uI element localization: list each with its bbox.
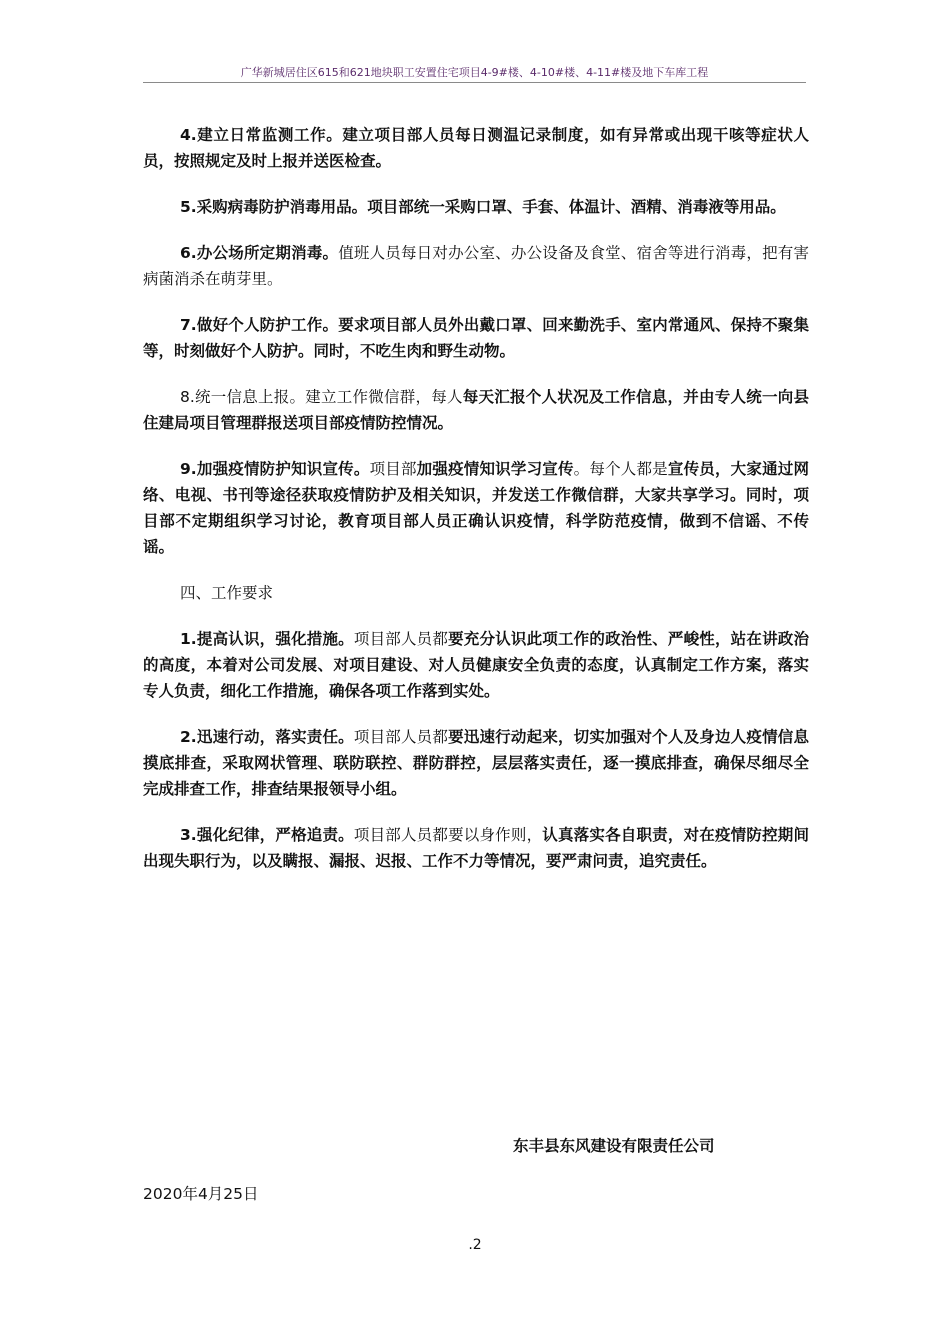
measure-text: 每天汇报个人状况及工作信息，并由专人统一向县住建局项目管理群报送项目部疫情防控情况。	[143, 388, 809, 432]
measure-text-plain: 。每个人都是	[573, 460, 668, 478]
measure-item-5	[143, 194, 809, 220]
measure-item-4	[143, 122, 809, 174]
measure-text-bold: 宣传员，大家通过网络、电视、书刊等途径获取疫情防护及相关知识，并发送工作微信群，大家共享学习。同时，项目部不定期组织学习讨论，教育项目部人员正确认识疫情，科学防范疫情，做到不信谣、不传谣。	[143, 460, 809, 556]
measure-heading: 6.办公场所定期消毒。	[180, 244, 339, 262]
measure-text-bold: 加强疫情知识学习宣传	[416, 460, 574, 478]
requirement-text-plain: 项目部人员都	[353, 630, 449, 648]
measure-text: 值班人员每日对办公室、办公设备及食堂、宿舍等进行消毒，把有害病菌消杀在萌芽里。	[143, 244, 809, 288]
requirement-text-plain: 项目部人员都要以身作则，	[353, 826, 543, 844]
measure-item-6	[143, 240, 809, 292]
requirement-text: 要迅速行动起来，切实加强对个人及身边人疫情信息摸底排查，采取网状管理、联防联控、群防群控，层层落实责任，逐一摸底排查，确保尽细尽全完成排查工作，排查结果报领导小组。	[143, 728, 809, 798]
measure-heading: 8.统一信息上报。	[180, 388, 306, 406]
company-signature: 东丰县东风建设有限责任公司	[513, 1137, 715, 1155]
page-header: 广华新城居住区615和621地块职工安置住宅项目4-9#楼、4-10#楼、4-11#楼及地下车库工程	[240, 66, 709, 79]
measure-item-7	[143, 312, 809, 364]
header-divider	[143, 82, 806, 83]
measure-text-plain: 项目部	[369, 460, 417, 478]
requirement-heading: 3.强化纪律，严格追责。	[180, 826, 354, 844]
measure-heading: 9.加强疫情防护知识宣传。	[180, 460, 370, 478]
requirement-text: 认真落实各自职责，对在疫情防控期间出现失职行为，以及瞒报、漏报、迟报、工作不力等情况，要严肃问责，追究责任。	[143, 826, 809, 870]
document-body	[143, 122, 809, 894]
measure-heading: 4.建立日常监测工作。	[180, 126, 343, 144]
requirement-item-2	[143, 724, 809, 802]
measure-heading: 5.采购病毒防护消毒用品。	[180, 198, 368, 216]
measure-heading: 7.做好个人防护工作。	[180, 316, 339, 334]
requirement-item-1	[143, 626, 809, 704]
requirement-text-plain: 项目部人员都	[353, 728, 449, 746]
measure-item-8	[143, 384, 809, 436]
requirement-heading: 1.提高认识，强化措施。	[180, 630, 354, 648]
document-date: 2020年4月25日	[143, 1185, 259, 1203]
requirement-item-3	[143, 822, 809, 874]
section-title: 四、工作要求	[180, 584, 274, 602]
requirement-heading: 2.迅速行动，落实责任。	[180, 728, 354, 746]
measure-text: 项目部统一采购口罩、手套、体温计、酒精、消毒液等用品。	[367, 198, 786, 216]
measure-text-plain: 建立工作微信群，每人	[305, 388, 463, 406]
requirement-text: 要充分认识此项工作的政治性、严峻性，站在讲政治的高度，本着对公司发展、对项目建设、对人员健康安全负责的态度，认真制定工作方案，落实专人负责，细化工作措施，确保各项工作落到实处。	[143, 630, 809, 700]
measure-text: 建立项目部人员每日测温记录制度，如有异常或出现干咳等症状人员，按照规定及时上报并送医检查。	[143, 126, 809, 170]
page-number: .2	[468, 1237, 482, 1253]
measure-text: 要求项目部人员外出戴口罩、回来勤洗手、室内常通风、保持不聚集等，时刻做好个人防护。同时，不吃生肉和野生动物。	[143, 316, 809, 360]
measure-item-9	[143, 456, 809, 560]
